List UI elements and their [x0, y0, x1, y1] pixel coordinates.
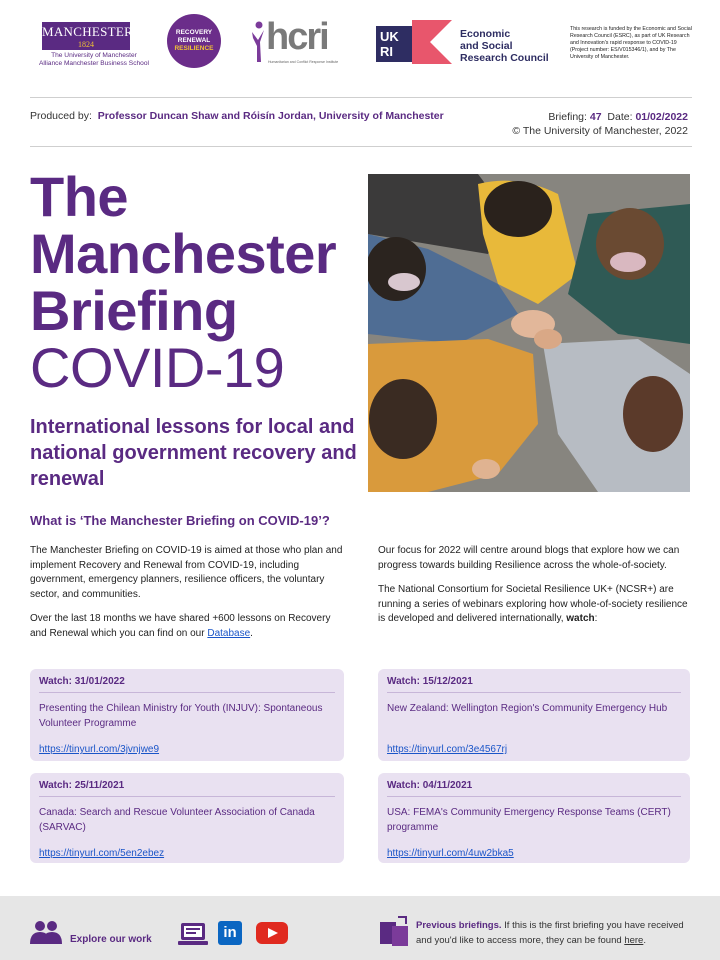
intro-right-p2-text: The National Consortium for Societal Resilience UK+ (NCSR+) are running a series of webinars exploring how whole-of-society resilience is developed and delivered internationally, [378, 584, 688, 624]
produced-by [30, 110, 444, 122]
briefing-label: Briefing: [548, 111, 587, 123]
webinar-card [378, 669, 690, 761]
intro-left [30, 544, 346, 651]
ukri-block [376, 26, 412, 62]
produced-authors: Professor Duncan Shaw and Róisín Jordan, University of Manchester [97, 110, 444, 122]
funding-statement: This research is funded by the Economic and Social Research Council (ESRC), as part of UK Research and Innovation's rapid response to COVID-19 (Project number: ES/V015346/1), and by The University of Manchester. [570, 26, 692, 60]
uom-logo-box [42, 22, 134, 50]
intro-right-p1: Our focus for 2022 will centre around blogs that explore how we can progress towards building Resilience across the whole-of-society. [378, 545, 680, 571]
title-line1: The [30, 165, 129, 228]
intro-right-p2-end: : [594, 613, 598, 624]
copyright: © The University of Manchester, 2022 [512, 125, 688, 137]
ukri-arrow-shape [412, 20, 452, 64]
ukri-text1: UK [380, 29, 399, 44]
rr-line1: RECOVERY [175, 29, 213, 36]
card-link[interactable]: https://tinyurl.com/3e4567rj [387, 744, 508, 755]
uom-logo-name: MANCHESTER [42, 24, 134, 39]
esrc-line2: and Social [460, 40, 513, 52]
uom-logo-year: 1824 [78, 40, 94, 49]
hcri-logo[interactable] [250, 16, 350, 66]
intro-right-p2 [378, 583, 690, 627]
hero-photo [368, 174, 690, 492]
card-link[interactable]: https://tinyurl.com/4uw2bka5 [387, 848, 514, 859]
footer [0, 896, 720, 960]
card-description: Presenting the Chilean Ministry for Youth (INJUV): Spontaneous Volunteer Programme [39, 703, 323, 729]
recovery-renewal-logo[interactable] [167, 14, 221, 68]
card-link[interactable]: https://tinyurl.com/3jvnjwe9 [39, 744, 160, 755]
uom-sub-line1: The University of Manchester [51, 52, 137, 59]
previous-briefings-label: Previous briefings. [416, 920, 502, 931]
card-watch-date: Watch: 31/01/2022 [39, 676, 335, 693]
intro-left-p2-end: . [250, 627, 253, 639]
previous-briefings-text: If this is the first briefing you have received and you'd like to access more, they can be found [416, 920, 684, 946]
card-link[interactable]: https://tinyurl.com/5en2ebez [39, 848, 165, 859]
card-description: Canada: Search and Rescue Volunteer Association of Canada (SARVAC) [39, 807, 315, 833]
explore-our-work-link[interactable]: Explore our work [70, 934, 152, 945]
previous-briefings-end: . [643, 935, 646, 946]
webinar-card [378, 773, 690, 863]
previous-briefings [416, 918, 696, 948]
title-line2: Manchester [30, 222, 337, 285]
card-description: New Zealand: Wellington Region's Community Emergency Hub [387, 703, 668, 714]
youtube-icon[interactable] [256, 922, 288, 944]
briefing-meta [512, 110, 688, 138]
previous-briefings-link[interactable]: here [624, 935, 644, 946]
database-link[interactable]: Database [207, 627, 251, 639]
rr-line3: RESILIENCE [174, 45, 214, 52]
intro-right [378, 544, 690, 637]
divider-top [30, 97, 692, 98]
header-logos [30, 14, 692, 76]
rr-line2: RENEWAL [177, 37, 211, 44]
briefing-date: 01/02/2022 [635, 111, 688, 123]
webinar-card [30, 669, 344, 761]
uom-logo-sub [38, 52, 150, 68]
esrc-line1: Economic [460, 28, 511, 40]
card-watch-date: Watch: 04/11/2021 [387, 780, 681, 797]
card-description: USA: FEMA's Community Emergency Response Teams (CERT) programme [387, 807, 671, 833]
page-title [30, 165, 337, 399]
intro-left-p1: The Manchester Briefing on COVID-19 is aimed at those who plan and implement Recovery and Renewal from COVID-19, including government, emergency planners, resilience officers, the voluntary sector, and communities. [30, 545, 343, 600]
ukri-logo[interactable] [376, 20, 452, 64]
uom-sub-line2: Alliance Manchester Business School [39, 60, 149, 67]
divider-meta [30, 146, 692, 147]
produced-label: Produced by: [30, 110, 92, 122]
card-watch-date: Watch: 15/12/2021 [387, 676, 681, 693]
card-watch-date: Watch: 25/11/2021 [39, 780, 335, 797]
date-label: Date: [607, 111, 633, 123]
esrc-logo-text [460, 28, 549, 64]
hcri-wordmark: hcri [266, 16, 328, 58]
intro-right-watch: watch [566, 613, 595, 624]
title-line3: Briefing [30, 279, 238, 342]
people-icon[interactable] [30, 920, 62, 944]
webinar-card [30, 773, 344, 863]
hcri-subtitle: Humanitarian and Conflict Response Institute [268, 60, 339, 64]
documents-icon[interactable] [380, 916, 410, 946]
briefing-number: 47 [589, 111, 602, 123]
linkedin-icon[interactable]: in [218, 921, 242, 945]
hcri-figure-icon [250, 20, 266, 62]
title-covid: COVID-19 [30, 336, 285, 399]
laptop-icon[interactable] [178, 922, 208, 946]
esrc-line3: Research Council [460, 52, 549, 64]
intro-left-p2-text: Over the last 18 months we have shared +600 lessons on Recovery and Renewal which you can find on our [30, 613, 331, 639]
uom-logo[interactable] [38, 22, 150, 68]
ukri-text2: RI [380, 44, 393, 59]
intro-left-p2 [30, 612, 346, 641]
page-subtitle: International lessons for local and national government recovery and renewal [30, 416, 357, 490]
section-heading: What is ‘The Manchester Briefing on COVID-19’? [30, 513, 330, 528]
